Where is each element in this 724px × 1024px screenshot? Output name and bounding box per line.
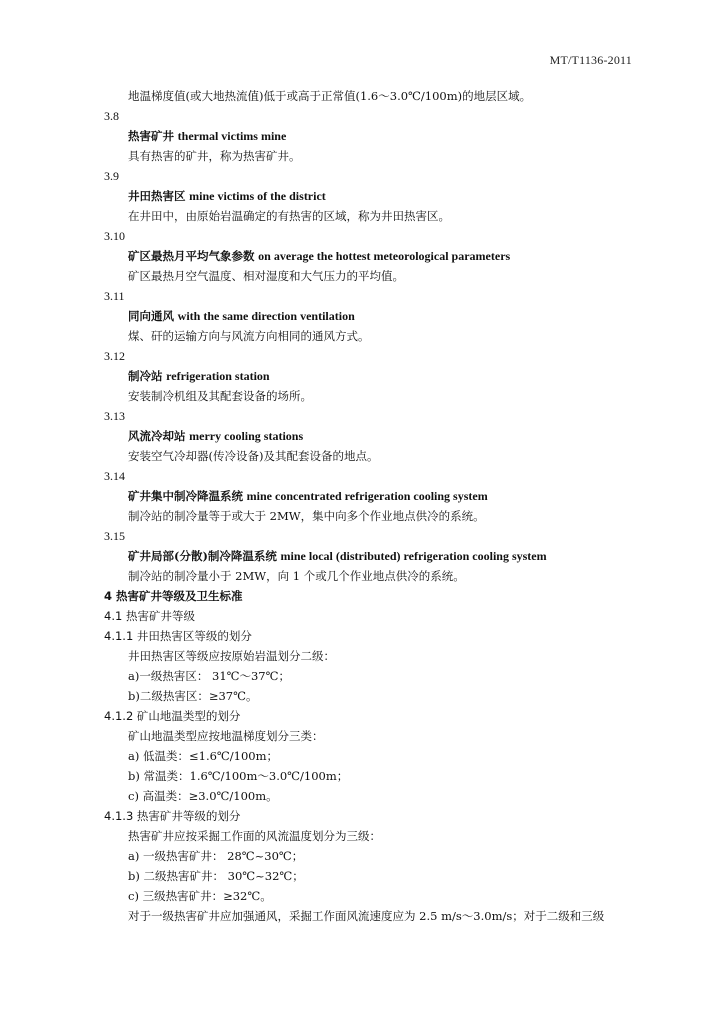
paragraph-line: 安装制冷机组及其配套设备的场所。 [128, 389, 312, 403]
paragraph-line: 对于一级热害矿井应加强通风，采掘工作面风流速度应为 2.5 m/s～3.0m/s；对于二级和三级 [128, 909, 605, 923]
subsection-heading: 4.1.3 热害矿井等级的划分 [104, 809, 241, 823]
clause-number: 3.9 [104, 169, 119, 183]
term-english: mine victims of the district [189, 189, 326, 203]
term-heading [104, 486, 644, 506]
paragraph-line: 煤、矸的运输方向与风流方向相同的通风方式。 [128, 329, 370, 343]
standard-code: MT/T1136-2011 [549, 53, 632, 67]
paragraph-line: c) 高温类：≥3.0℃/100m。 [128, 789, 278, 803]
term-chinese: 矿井局部(分散)制冷降温系统 [128, 549, 277, 563]
term-heading [104, 246, 644, 266]
paragraph-line: b) 常温类：1.6℃/100m～3.0℃/100m； [128, 769, 349, 783]
clause-number: 3.13 [104, 409, 125, 423]
term-chinese: 矿区最热月平均气象参数 [128, 249, 255, 263]
term-english: mine concentrated refrigeration cooling system [246, 489, 488, 503]
term-chinese: 制冷站 [128, 369, 163, 383]
term-chinese: 井田热害区 [128, 189, 186, 203]
term-chinese: 矿井集中制冷降温系统 [128, 489, 243, 503]
paragraph-line: a) 一级热害矿井： 28℃~30℃； [128, 849, 304, 863]
term-heading [104, 126, 644, 146]
paragraph-line: 矿山地温类型应按地温梯度划分三类： [128, 729, 324, 743]
term-english: thermal victims mine [177, 129, 287, 143]
paragraph-line: a)一级热害区： 31℃～37℃； [128, 669, 290, 683]
paragraph-line: 矿区最热月空气温度、相对湿度和大气压力的平均值。 [128, 269, 404, 283]
clause-number: 3.8 [104, 109, 119, 123]
term-heading [104, 186, 644, 206]
document-body [104, 86, 644, 926]
term-heading [104, 546, 644, 566]
clause-number: 3.11 [104, 289, 125, 303]
term-heading [104, 426, 644, 446]
term-heading [104, 306, 644, 326]
clause-number: 3.10 [104, 229, 125, 243]
clause-number: 3.14 [104, 469, 125, 483]
paragraph-line: b)二级热害区：≥37℃。 [128, 689, 258, 703]
paragraph-line: 具有热害的矿井，称为热害矿井。 [128, 149, 301, 163]
paragraph-line: 地温梯度值(或大地热流值)低于或高于正常值(1.6～3.0℃/100m)的地层区域。 [128, 89, 532, 103]
paragraph-line: 制冷站的制冷量小于 2MW，向 1 个或几个作业地点供冷的系统。 [128, 569, 465, 583]
paragraph-line: 安装空气冷却器(传冷设备)及其配套设备的地点。 [128, 449, 379, 463]
clause-number: 3.15 [104, 529, 125, 543]
paragraph-line: 热害矿井应按采掘工作面的风流温度划分为三级： [128, 829, 381, 843]
term-heading [104, 366, 644, 386]
term-english: merry cooling stations [189, 429, 304, 443]
paragraph-line: c) 三级热害矿井：≥32℃。 [128, 889, 272, 903]
subsection-heading: 4.1 热害矿井等级 [104, 609, 195, 623]
clause-number: 3.12 [104, 349, 125, 363]
term-english: with the same direction ventilation [177, 309, 355, 323]
section-heading: 4 热害矿井等级及卫生标准 [104, 589, 243, 603]
term-chinese: 同向通风 [128, 309, 174, 323]
paragraph-line: b) 二级热害矿井： 30℃~32℃； [128, 869, 304, 883]
term-english: on average the hottest meteorological parameters [258, 249, 511, 263]
paragraph-line: a) 低温类：≤1.6℃/100m； [128, 749, 279, 763]
paragraph-line: 制冷站的制冷量等于或大于 2MW，集中向多个作业地点供冷的系统。 [128, 509, 485, 523]
paragraph-line: 井田热害区等级应按原始岩温划分二级： [128, 649, 335, 663]
term-chinese: 热害矿井 [128, 129, 174, 143]
subsection-heading: 4.1.1 井田热害区等级的划分 [104, 629, 252, 643]
term-english: refrigeration station [166, 369, 270, 383]
paragraph-line: 在井田中，由原始岩温确定的有热害的区域，称为井田热害区。 [128, 209, 450, 223]
subsection-heading: 4.1.2 矿山地温类型的划分 [104, 709, 241, 723]
term-english: mine local (distributed) refrigeration cooling system [280, 549, 547, 563]
term-chinese: 风流冷却站 [128, 429, 186, 443]
